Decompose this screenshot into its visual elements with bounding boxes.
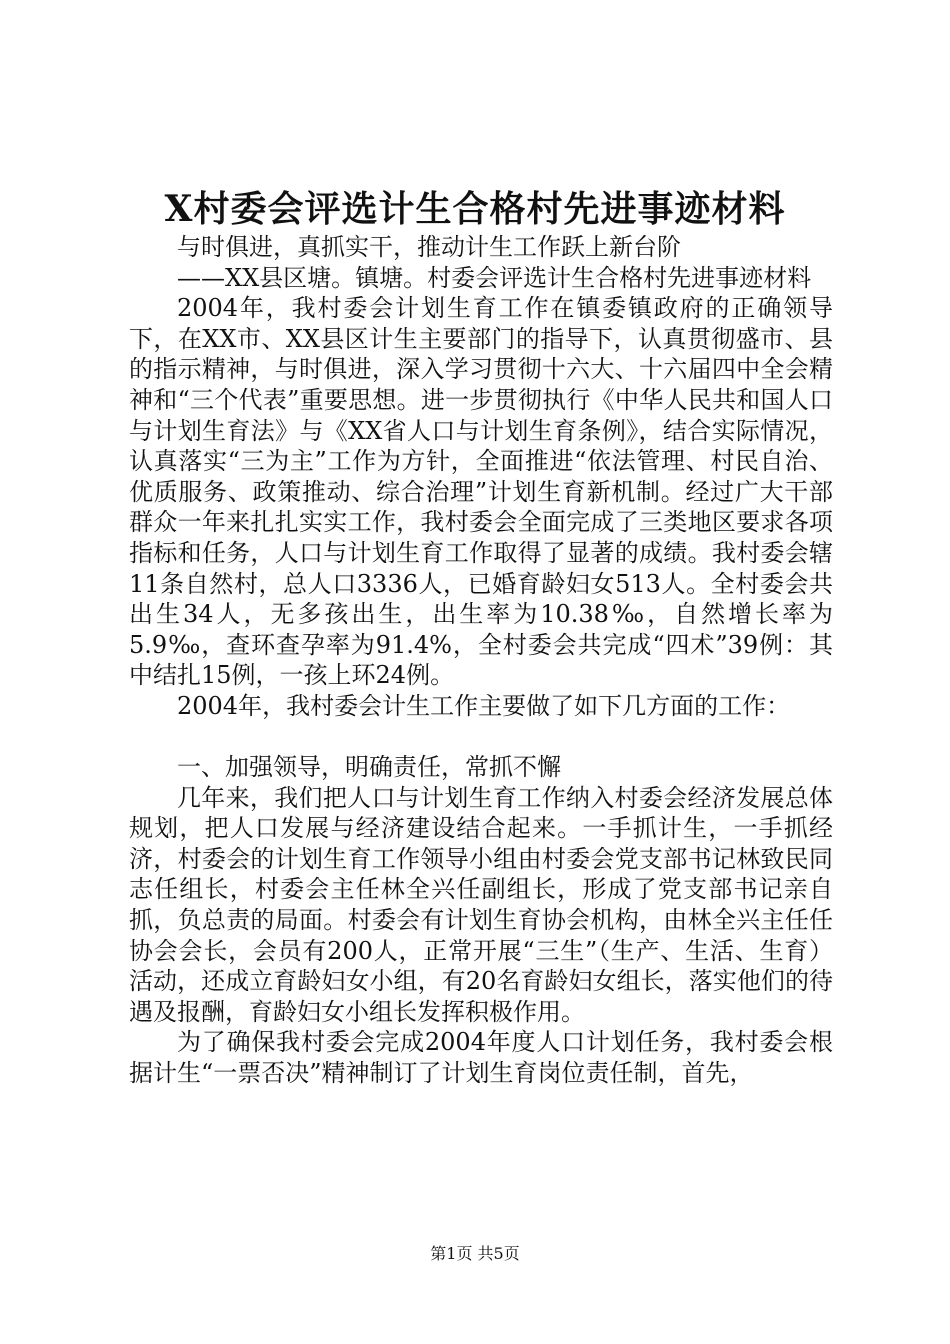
page-footer: 第1页 共5页 <box>430 1244 520 1263</box>
document-title: X村委会评选计生合格村先进事迹材料 <box>164 188 786 230</box>
subtitle-line-1: 与时俱进，真抓实干，推动计生工作跃上新台阶 <box>177 233 681 261</box>
paragraph-responsibility: 为了确保我村委会完成2004年度人口计划任务，我村委会根据计生“一票否决”精神制订了计划生育岗位责任制，首先， <box>129 1028 833 1088</box>
paragraph-leadership: 几年来，我们把人口与计划生育工作纳入村委会经济发展总体规划，把人口发展与经济建设结合起来。一手抓计生，一手抓经济，村委会的计划生育工作领导小组由村委会党支部书记林致民同志任组长，村委会主任林全兴任副组长，形成了党支部书记亲自抓，负总责的局面。村委会有计划生育协会机构，由林全兴主任任协会会长，会员有200人，正常开展“三生”（生产、生活、生育）活动，还成立育龄妇女小组，有20名育龄妇女组长，落实他们的待遇及报酬，育龄妇女小组长发挥积极作用。 <box>129 783 833 1026</box>
section-heading-1: 一、加强领导，明确责任，常抓不懈 <box>177 753 561 782</box>
paragraph-summary: 2004年，我村委会计生工作主要做了如下几方面的工作： <box>177 691 791 720</box>
paragraph-intro: 2004年，我村委会计划生育工作在镇委镇政府的正确领导下，在XX市、XX县区计生主要部门的指导下，认真贯彻盛市、县的指示精神，与时俱进，深入学习贯彻十六大、十六届四中全会精神和“三个代表”重要思想。进一步贯彻执行《中华人民共和国人口与计划生育法》与《XX省人口与计划生育条例》，结合实际情况，认真落实“三为主”工作为方针，全面推进“依法管理、村民自治、优质服务、政策推动、综合治理”计划生育新机制。经过广大干部群众一年来扎扎实实工作，我村委会全面完成了三类地区要求各项指标和任务，人口与计划生育工作取得了显著的成绩。我村委会辖11条自然村，总人口3336人，已婚育龄妇女513人。全村委会共出生34人，无多孩出生，出生率为10.38‰，自然增长率为5.9‰，查环查孕率为91.4%，全村委会共完成“四术”39例：其中结扎15例，一孩上环24例。 <box>129 294 833 690</box>
blank-line <box>129 722 833 753</box>
subtitle-line-2: ——XX县区塘。镇塘。村委会评选计生合格村先进事迹材料 <box>177 263 812 292</box>
document-body <box>129 232 833 1089</box>
